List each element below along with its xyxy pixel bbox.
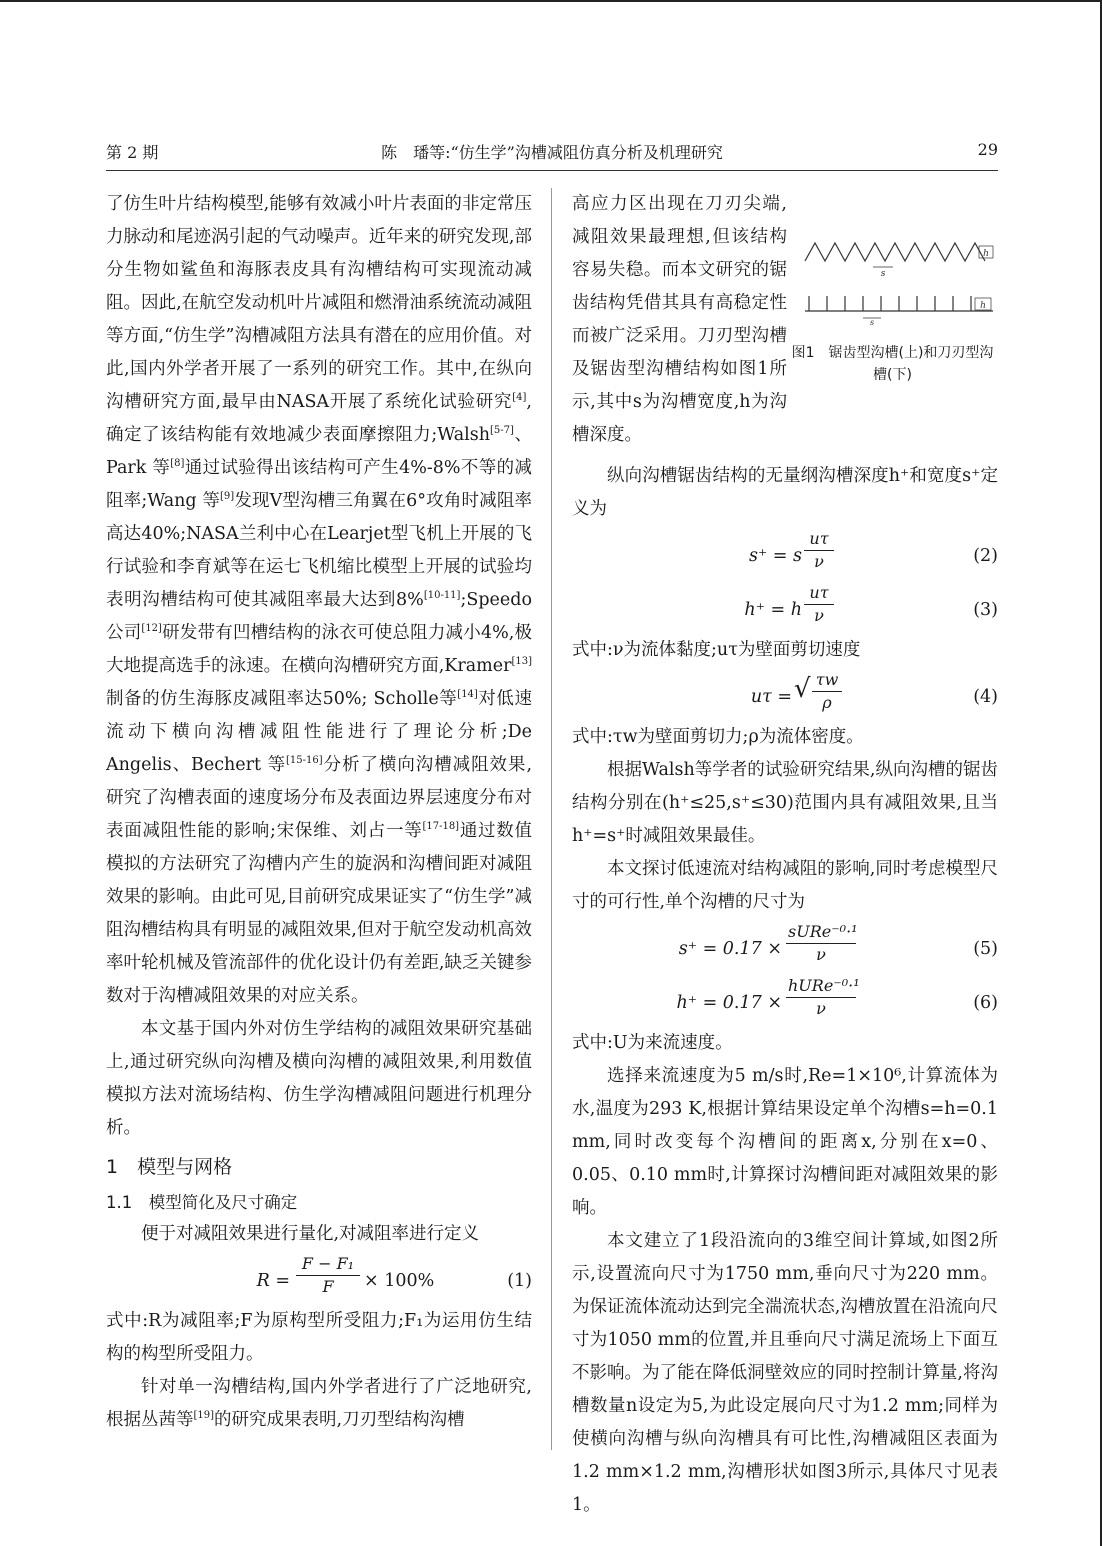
svg-text:h: h <box>980 301 986 311</box>
column-divider <box>551 188 552 1450</box>
right-column <box>572 188 998 1522</box>
fraction: $\frac{u\tau}{\nu}$ <box>804 582 834 627</box>
equation-number: (5) <box>973 939 998 959</box>
label-h: h <box>983 249 989 259</box>
groove-profile-diagram <box>787 188 998 326</box>
figure-1 <box>787 188 998 452</box>
body-paragraph: 高应力区出现在刀刃尖端,减阻效果最理想,但该结构容易失稳。而本文研究的锯齿结构凭借其具有高稳定性而被广泛采用。刀刃型沟槽及锯齿型沟槽结构如图1所示,其中s为沟槽宽度,h为沟槽深度。 <box>572 194 787 445</box>
subsection-heading: 1.1 模型简化及尺寸确定 <box>106 1193 298 1212</box>
fraction: $\frac{\text{F − F₁}}{F}$ <box>296 1253 360 1298</box>
equation-5: s⁺ = 0.17 × sURe⁻⁰·¹ ν (5) <box>678 922 998 964</box>
figure-caption: 图1 锯齿型沟槽(上)和刀刃型沟槽(下) <box>791 345 994 383</box>
citation: [5-7] <box>490 425 514 437</box>
body-paragraph: 纵向沟槽锯齿结构的无量纲沟槽深度h⁺和宽度s⁺定义为 <box>572 466 998 519</box>
figure-1-block <box>572 188 998 452</box>
sawtooth-groove-profile <box>805 243 985 261</box>
fraction: sURe⁻⁰·¹ ν <box>788 922 858 964</box>
equation-3: h⁺ = h $\frac{u\tau}{\nu}$ (3) <box>744 583 998 625</box>
body-paragraph: 式中:U为来流速度。 <box>572 1033 733 1053</box>
body-paragraph: 本文探讨低速流对结构减阻的影响,同时考虑模型尺寸的可行性,单个沟槽的尺寸为 <box>572 859 998 912</box>
page-border-top <box>0 0 1102 2</box>
body-paragraph: 本文基于国内外对仿生学结构的减阻效果研究基础上,通过研究纵向沟槽及横向沟槽的减阻效果,利用数值模拟方法对流场结构、仿生学沟槽减阻问题进行机理分析。 <box>106 1019 532 1138</box>
citation: [14] <box>457 689 478 701</box>
equation-4: uτ = √ $\frac{\tau w}{\rho}$ (4) <box>750 670 998 712</box>
citation: [10-11] <box>423 590 461 602</box>
equation-number: (1) <box>507 1271 532 1291</box>
body-paragraph: 便于对减阻效果进行量化,对减阻率进行定义 <box>141 1224 480 1244</box>
equation-number: (6) <box>973 993 998 1013</box>
equation-number: (4) <box>973 687 998 707</box>
sqrt-icon: √ <box>794 674 811 704</box>
citation: [9] <box>220 491 235 503</box>
citation: [12] <box>141 623 162 635</box>
citation: [8] <box>170 458 185 470</box>
citation: [4] <box>512 392 527 404</box>
fraction: hURe⁻⁰·¹ ν <box>788 976 860 1018</box>
body-paragraph: 针对单一沟槽结构,国内外学者进行了广泛地研究,根据丛茜等[19]的研究成果表明,刀刃型结构沟槽 <box>106 1377 532 1430</box>
equation-1: R = $\frac{\text{F − F₁}}{F}$ × 100% (1) <box>256 1254 532 1296</box>
equation-2: s⁺ = s $\frac{u\tau}{\nu}$ (2) <box>749 529 998 571</box>
header-rule <box>106 170 998 171</box>
running-header <box>106 140 998 166</box>
body-paragraph: 式中:ν为流体黏度;uτ为壁面剪切速度 <box>572 640 861 660</box>
equation-number: (3) <box>973 600 998 620</box>
citation: [15-16] <box>286 755 323 767</box>
left-column <box>106 188 532 1437</box>
body-paragraph: 选择来流速度为5 m/s时,Re=1×10⁶,计算流体为水,温度为293 K,根据计算结果设定单个沟槽s=h=0.1 mm,同时改变每个沟槽间的距离x,分别在x=0、0.05、0.10 mm时,计算探讨沟槽间距对减阻效果的影响。 <box>572 1066 998 1218</box>
equation-6: h⁺ = 0.17 × hURe⁻⁰·¹ ν (6) <box>676 976 998 1018</box>
fraction: $\frac{u\tau}{\nu}$ <box>804 528 834 573</box>
intro-paragraph: 了仿生叶片结构模型,能够有效减小叶片表面的非定常压力脉动和尾迹涡引起的气动噪声。近年来的研究发现,部分生物如鲨鱼和海豚表皮具有沟槽结构可实现流动减阻。因此,在航空发动机叶片减阻和燃滑油系统流动减阻等方面,“仿生学”沟槽减阻方法具有潜在的应用价值。对此,国内外学者开展了一系列的研究工作。其中,在纵向沟槽研究方面,最早由NASA开展了系统化试验研究[4],确定了该结构能有效地减少表面摩擦阻力;Walsh[5-7]、Park 等[8]通过试验得出该结构可产生4%-8%不等的减阻率;Wang 等[9]发现V型沟槽三角翼在6°攻角时减阻率高达40%;NASA兰利中心在Learjet型飞机上开展的飞行试验和李育斌等在运七飞机缩比模型上开展的试验均表明沟槽结构可使其减阻率最大达到8%[10-11];Speedo公司[12]研发带有凹槽结构的泳衣可使总阻力减小4%,极大地提高选手的泳速。在横向沟槽研究方面,Kramer[13]制备的仿生海豚皮减阻率达50%; Scholle等[14]对低速流动下横向沟槽减阻性能进行了理论分析;De Angelis、Bechert 等[15-16]分析了横向沟槽减阻效果,研究了沟槽表面的速度场分布及表面边界层速度分布对表面减阻性能的影响;宋保维、刘占一等[17-18]通过数值模拟的方法研究了沟槽内产生的旋涡和沟槽间距对减阻效果的影响。由此可见,目前研究成果证实了“仿生学”减阻沟槽结构具有明显的减阻效果,但对于航空发动机高效率叶轮机械及管流部件的优化设计仍有差距,缺乏关键参数对于沟槽减阻效果的对应关系。 <box>106 194 533 1006</box>
svg-text:s: s <box>869 318 875 326</box>
issue-number: 第 2 期 <box>106 143 159 162</box>
body-paragraph: 式中:τw为壁面剪切力;ρ为流体密度。 <box>572 727 864 747</box>
blade-groove-profile <box>809 296 971 311</box>
equation-number: (2) <box>973 546 998 566</box>
page-number: 29 <box>977 140 998 159</box>
body-paragraph: 式中:R为减阻率;F为原构型所受阻力;F₁为运用仿生结构的构型所受阻力。 <box>106 1311 532 1364</box>
citation: [13] <box>511 656 532 668</box>
citation: [19] <box>193 1410 215 1422</box>
body-paragraph: 本文建立了1段沿流向的3维空间计算域,如图2所示,设置流向尺寸为1750 mm,垂向尺寸为220 mm。为保证流体流动达到完全湍流状态,沟槽放置在沿流向尺寸为1050 mm的位置,并且垂向尺寸满足流场上下面互不影响。为了能在降低洞壁效应的同时控制计算量,将沟槽数量n设定为5,为此设定展向尺寸为1.2 mm;同样为使横向沟槽与纵向沟槽具有可比性,沟槽减阻区表面为1.2 mm×1.2 mm,沟槽形状如图3所示,具体尺寸见表1。 <box>572 1231 998 1515</box>
fraction: $\frac{\tau w}{\rho}$ <box>812 669 842 714</box>
section-heading: 1 模型与网格 <box>106 1156 233 1178</box>
label-s: s <box>880 269 886 279</box>
body-paragraph: 根据Walsh等学者的试验研究结果,纵向沟槽的锯齿结构分别在(h⁺≤25,s⁺≤30)范围内具有减阻效果,且当h⁺=s⁺时减阻效果最佳。 <box>572 760 998 846</box>
running-title: 陈 璠等:“仿生学”沟槽减阻仿真分析及机理研究 <box>381 143 723 162</box>
citation: [17-18] <box>422 821 460 833</box>
